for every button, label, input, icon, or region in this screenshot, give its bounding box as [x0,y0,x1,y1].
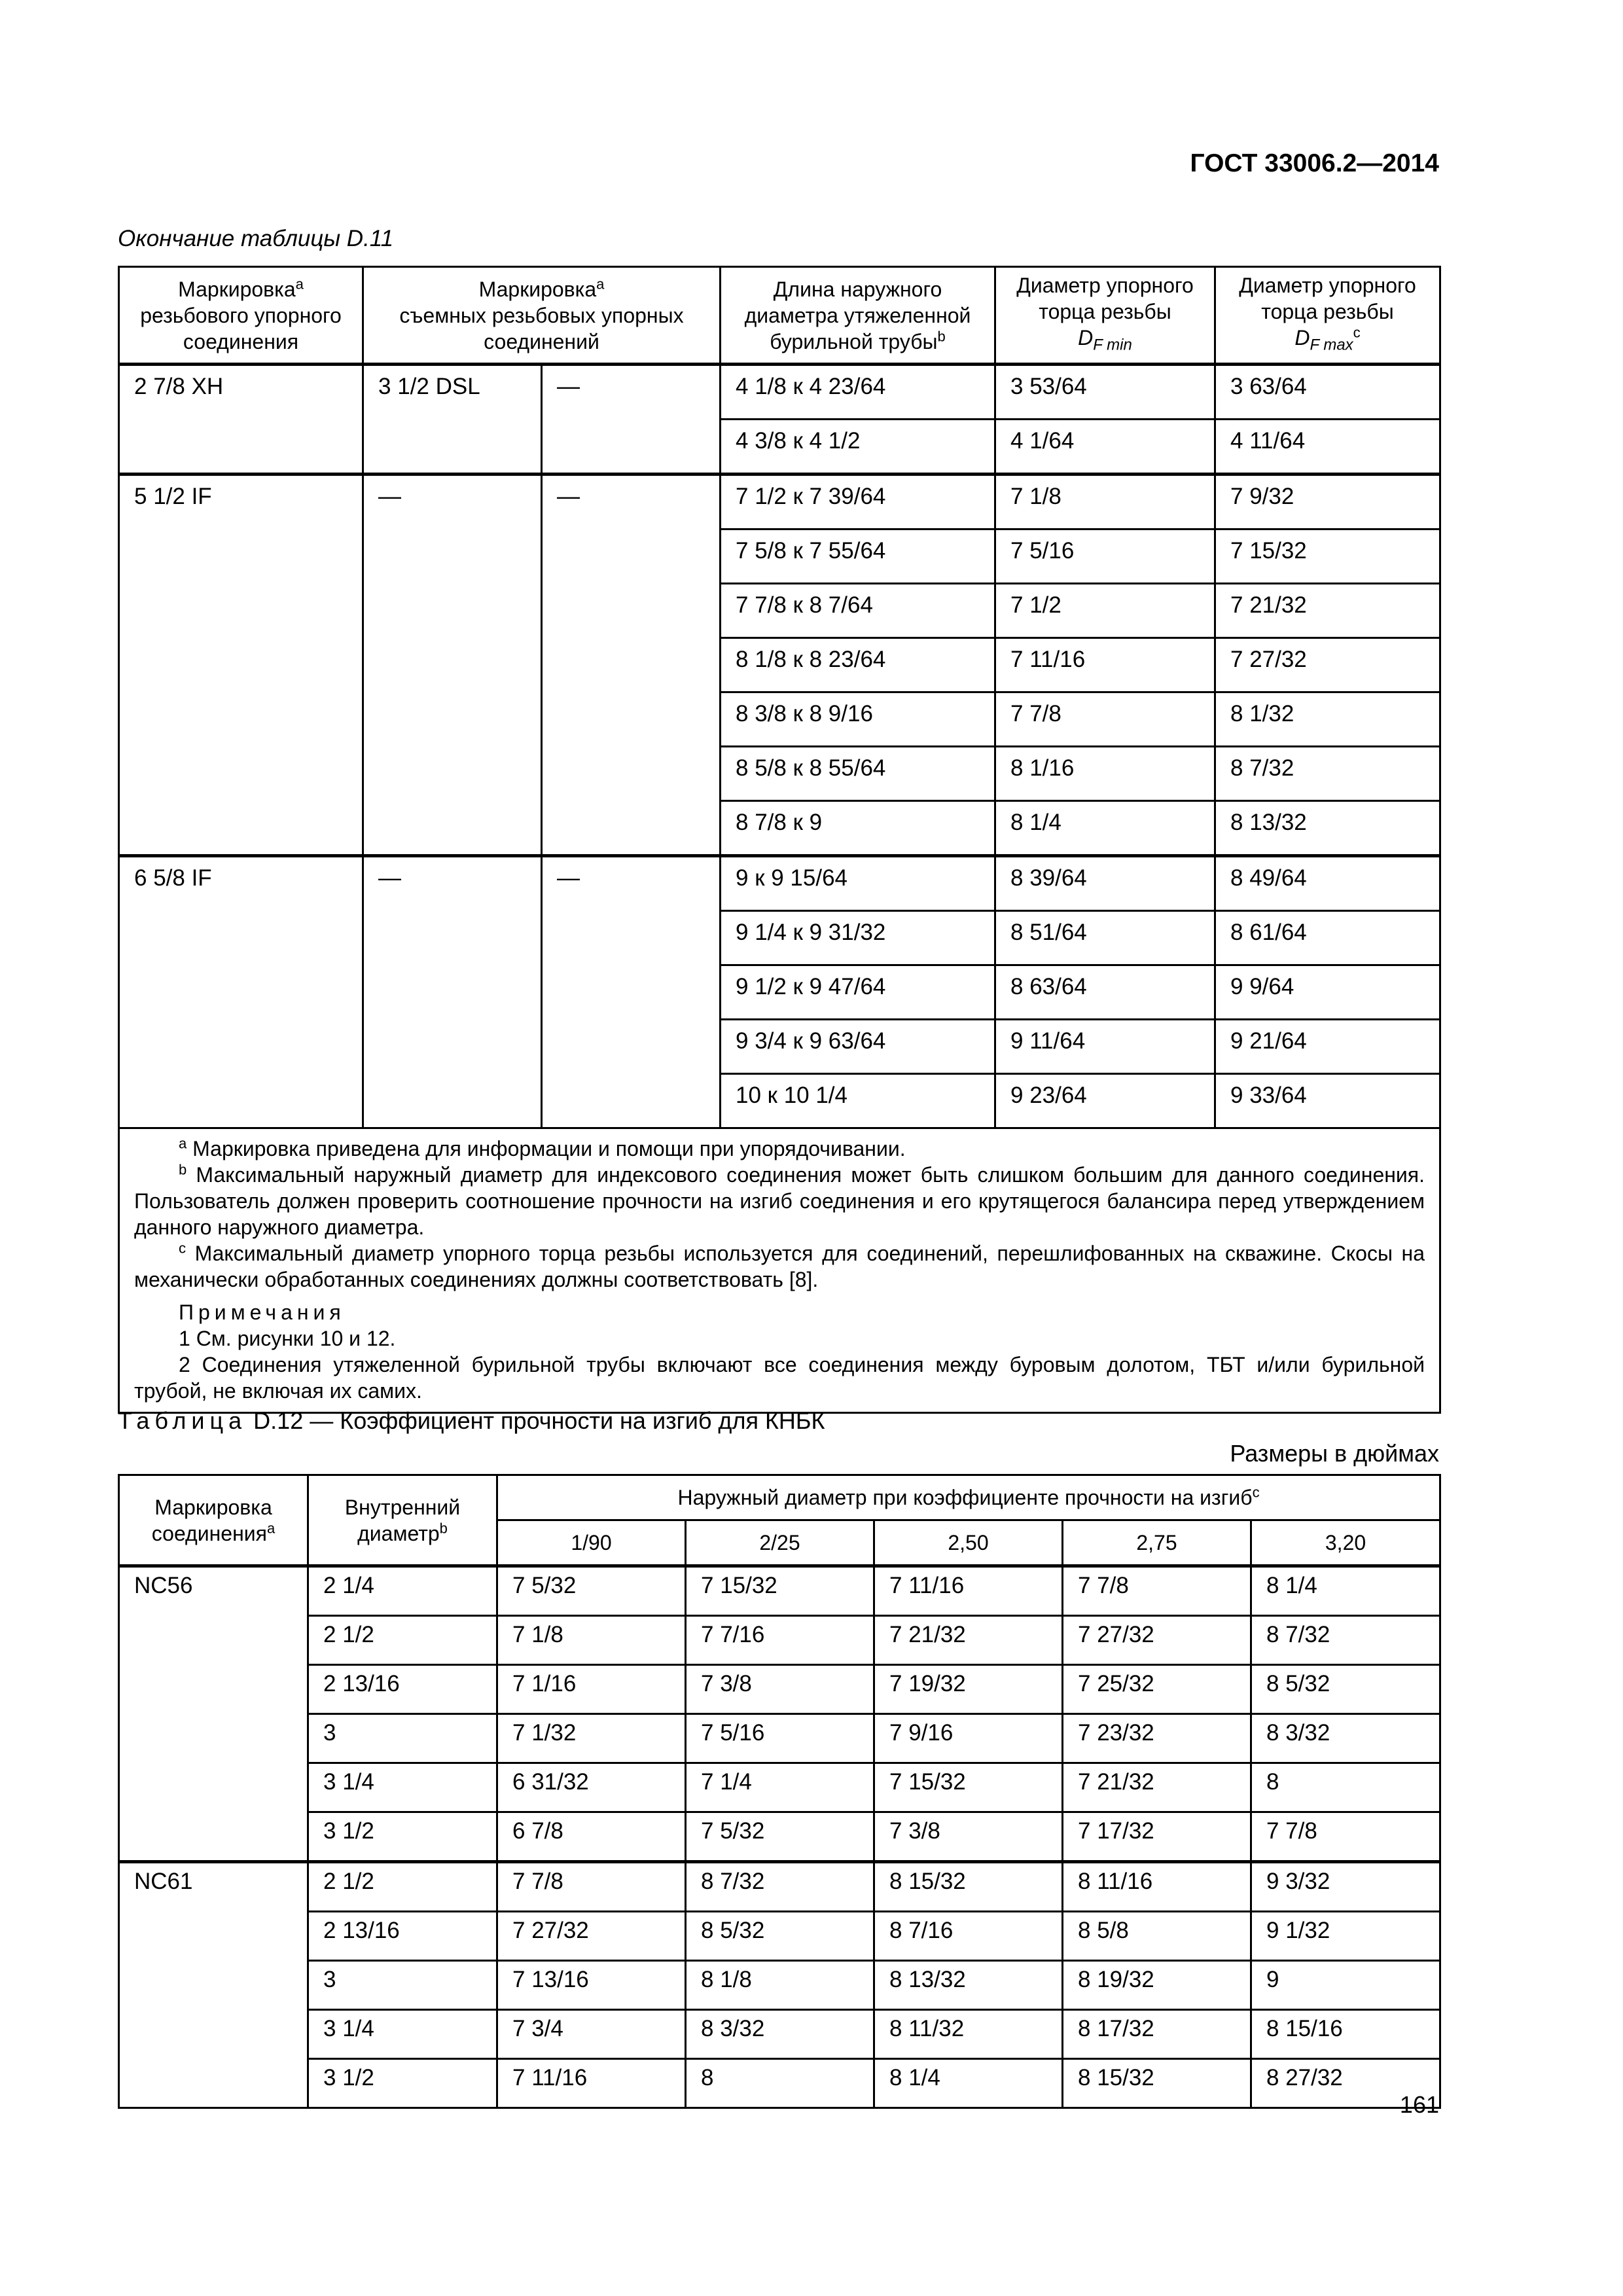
inner-diameter-cell: 2 1/2 [308,1616,497,1665]
outer-diameter-cell: 8 5/32 [686,1912,874,1961]
inner-diameter-cell: 2 13/16 [308,1665,497,1714]
header-face-diameter-min: Диаметр упорного торца резьбы $D_{F min}$ [995,267,1215,365]
outer-diameter-cell: 7 1/32 [497,1714,686,1763]
outer-diameter-cell: 7 15/32 [874,1763,1063,1812]
outer-diameter-cell: 8 17/32 [1063,2010,1251,2059]
table-row [119,2010,1440,2059]
outer-diameter-cell: 8 [1251,1763,1440,1812]
outer-diameter-cell: 8 [686,2059,874,2108]
outer-diameter-cell: 7 17/32 [1063,1812,1251,1862]
length-cell: 7 5/8 к 7 55/64 [721,529,995,584]
connection-cell: 2 7/8 XH [119,365,363,475]
inner-diameter-cell: 3 [308,1961,497,2010]
outer-diameter-cell: 6 7/8 [497,1812,686,1862]
dmax-cell: 8 61/64 [1215,911,1440,965]
dmax-cell: 9 9/64 [1215,965,1440,1020]
outer-diameter-cell: 8 15/32 [874,1862,1063,1912]
outer-diameter-cell: 8 5/8 [1063,1912,1251,1961]
dmin-cell: 9 23/64 [995,1074,1215,1128]
dmin-cell: 7 1/2 [995,584,1215,638]
outer-diameter-cell: 9 1/32 [1251,1912,1440,1961]
length-cell: 10 к 10 1/4 [721,1074,995,1128]
length-cell: 9 1/2 к 9 47/64 [721,965,995,1020]
table-row [119,1812,1440,1862]
table-row [119,1862,1440,1912]
outer-diameter-cell: 8 7/32 [686,1862,874,1912]
outer-diameter-cell: 8 19/32 [1063,1961,1251,2010]
outer-diameter-cell: 7 1/8 [497,1616,686,1665]
table-d12-units: Размеры в дюймах [1230,1440,1439,1467]
header-face-diameter-max: Диаметр упорного торца резьбы $D_{F max}^c$ [1215,267,1440,365]
notes-title: Примечания [179,1300,346,1324]
removable-cell: — [542,365,721,475]
outer-diameter-cell: 7 25/32 [1063,1665,1251,1714]
inner-diameter-cell: 3 1/4 [308,2010,497,2059]
outer-diameter-cell: 8 15/32 [1063,2059,1251,2108]
dmin-cell: 8 63/64 [995,965,1215,1020]
dmax-cell: 7 27/32 [1215,638,1440,692]
table-row [119,365,1440,420]
dmin-cell: 8 51/64 [995,911,1215,965]
table-d11-caption: Окончание таблицы D.11 [118,226,394,251]
outer-diameter-cell: 7 5/16 [686,1714,874,1763]
inner-diameter-cell: 2 1/4 [308,1566,497,1616]
length-cell: 9 1/4 к 9 31/32 [721,911,995,965]
dmax-cell: 8 1/32 [1215,692,1440,747]
connection-cell: NC61 [119,1862,308,2108]
outer-diameter-cell: 7 7/8 [1251,1812,1440,1862]
inner-diameter-cell: 3 1/4 [308,1763,497,1812]
outer-diameter-cell: 7 7/16 [686,1616,874,1665]
outer-diameter-cell: 7 21/32 [874,1616,1063,1665]
dmax-cell: 7 15/32 [1215,529,1440,584]
removable-cell: 3 1/2 DSL [363,365,542,475]
length-cell: 7 1/2 к 7 39/64 [721,475,995,529]
outer-diameter-cell: 7 5/32 [497,1566,686,1616]
length-cell: 9 к 9 15/64 [721,856,995,911]
outer-diameter-cell: 7 27/32 [497,1912,686,1961]
table-row [119,1912,1440,1961]
header-outer-diameter-group: Наружный диаметр при коэффициенте прочности на изгиб$^c$ [497,1475,1440,1520]
length-cell: 8 7/8 к 9 [721,801,995,856]
outer-diameter-cell: 8 13/32 [874,1961,1063,2010]
dmin-cell: 8 1/16 [995,747,1215,801]
table-row [119,1665,1440,1714]
document-standard-number: ГОСТ 33006.2—2014 [1190,149,1439,177]
length-cell: 9 3/4 к 9 63/64 [721,1020,995,1074]
header-thread-connection-marking: Маркировка$^a$ резьбового упорного соединения [119,267,363,365]
connection-cell: NC56 [119,1566,308,1862]
dmax-cell: 4 11/64 [1215,420,1440,475]
outer-diameter-cell: 7 11/16 [874,1566,1063,1616]
header-inner-diameter: Внутренний диаметр$^b$ [308,1475,497,1566]
dmax-cell: 3 63/64 [1215,365,1440,420]
dmax-cell: 8 7/32 [1215,747,1440,801]
page-number: 161 [1399,2091,1439,2118]
dmin-cell: 7 1/8 [995,475,1215,529]
dmin-cell: 7 11/16 [995,638,1215,692]
table-d11-header-row [119,267,1440,365]
footnote-c: $^c$ Максимальный диаметр упорного торца резьбы используется для соединений, перешлифованных на скважине. Скосы на механически обработанных соединениях должны соответствовать [8]. [134,1240,1425,1291]
outer-diameter-cell: 8 27/32 [1251,2059,1440,2108]
outer-diameter-cell: 8 7/32 [1251,1616,1440,1665]
table-row [119,475,1440,529]
dmax-cell: 9 21/64 [1215,1020,1440,1074]
removable-cell: — [363,475,542,856]
header-removable-connection-marking: Маркировка$^a$ съемных резьбовых упорных соединений [363,267,721,365]
footnote-a: $^a$ Маркировка приведена для информации и помощи при упорядочивании. [179,1135,906,1160]
outer-diameter-cell: 8 11/32 [874,2010,1063,2059]
inner-diameter-cell: 3 1/2 [308,1812,497,1862]
dmin-cell: 4 1/64 [995,420,1215,475]
table-d12 [118,1474,1441,2109]
length-cell: 8 3/8 к 8 9/16 [721,692,995,747]
outer-diameter-cell: 7 1/16 [497,1665,686,1714]
outer-diameter-cell: 8 1/8 [686,1961,874,2010]
outer-diameter-cell: 9 3/32 [1251,1862,1440,1912]
footnotes-cell [119,1128,1440,1413]
table-d12-title: Таблица D.12 — Коэффициент прочности на изгиб для КНБК [118,1407,825,1434]
outer-diameter-cell: 8 7/16 [874,1912,1063,1961]
table-row [119,1763,1440,1812]
outer-diameter-cell: 7 15/32 [686,1566,874,1616]
outer-diameter-cell: 7 7/8 [1063,1566,1251,1616]
length-cell: 4 3/8 к 4 1/2 [721,420,995,475]
header-ratio: 3,20 [1251,1520,1440,1566]
table-footnotes-row [119,1128,1440,1413]
table-row [119,2059,1440,2108]
table-row [119,1714,1440,1763]
length-cell: 4 1/8 к 4 23/64 [721,365,995,420]
connection-cell: 5 1/2 IF [119,475,363,856]
outer-diameter-cell: 7 23/32 [1063,1714,1251,1763]
footnote-b: $^b$ Максимальный наружный диаметр для индексового соединения может быть слишком большим для данного соединения. Пользователь должен проверить соотношение прочности на изгиб соединения и его крутящегося балансира перед утверждением данного наружного диаметра. [134,1161,1425,1239]
outer-diameter-cell: 8 3/32 [686,2010,874,2059]
note-1: 1 См. рисунки 10 и 12. [179,1327,396,1350]
header-ratio: 1/90 [497,1520,686,1566]
table-row [119,856,1440,911]
outer-diameter-cell: 7 9/16 [874,1714,1063,1763]
dmax-cell: 8 49/64 [1215,856,1440,911]
outer-diameter-cell: 7 19/32 [874,1665,1063,1714]
table-row [119,1616,1440,1665]
inner-diameter-cell: 3 [308,1714,497,1763]
outer-diameter-cell: 6 31/32 [497,1763,686,1812]
dmin-cell: 7 5/16 [995,529,1215,584]
length-cell: 8 5/8 к 8 55/64 [721,747,995,801]
dmax-cell: 7 9/32 [1215,475,1440,529]
outer-diameter-cell: 7 5/32 [686,1812,874,1862]
dmax-cell: 8 13/32 [1215,801,1440,856]
outer-diameter-cell: 8 1/4 [874,2059,1063,2108]
outer-diameter-cell: 7 13/16 [497,1961,686,2010]
outer-diameter-cell: 7 11/16 [497,2059,686,2108]
dmin-cell: 9 11/64 [995,1020,1215,1074]
header-ratio: 2,50 [874,1520,1063,1566]
outer-diameter-cell: 7 3/4 [497,2010,686,2059]
inner-diameter-cell: 2 13/16 [308,1912,497,1961]
outer-diameter-cell: 7 1/4 [686,1763,874,1812]
table-d12-header-row [119,1475,1440,1520]
outer-diameter-cell: 7 3/8 [686,1665,874,1714]
dmin-cell: 3 53/64 [995,365,1215,420]
inner-diameter-cell: 2 1/2 [308,1862,497,1912]
outer-diameter-cell: 8 3/32 [1251,1714,1440,1763]
outer-diameter-cell: 8 11/16 [1063,1862,1251,1912]
outer-diameter-cell: 7 7/8 [497,1862,686,1912]
dmin-cell: 8 1/4 [995,801,1215,856]
header-drill-collar-length: Длина наружного диаметра утяжеленной бурильной трубы$^b$ [721,267,995,365]
outer-diameter-cell: 7 3/8 [874,1812,1063,1862]
header-ratio: 2,75 [1063,1520,1251,1566]
outer-diameter-cell: 8 1/4 [1251,1566,1440,1616]
outer-diameter-cell: 8 15/16 [1251,2010,1440,2059]
length-cell: 8 1/8 к 8 23/64 [721,638,995,692]
outer-diameter-cell: 7 21/32 [1063,1763,1251,1812]
table-row [119,1566,1440,1616]
note-2: 2 Соединения утяжеленной бурильной трубы включают все соединения между буровым долотом, ТБТ и/или бурильной трубой, не включая их самих. [134,1353,1425,1403]
dmax-cell: 9 33/64 [1215,1074,1440,1128]
removable-cell: — [363,856,542,1128]
table-row [119,1961,1440,2010]
dmin-cell: 7 7/8 [995,692,1215,747]
inner-diameter-cell: 3 1/2 [308,2059,497,2108]
removable-cell: — [542,475,721,856]
outer-diameter-cell: 9 [1251,1961,1440,2010]
header-connection-marking: Маркировка соединения$^a$ [119,1475,308,1566]
connection-cell: 6 5/8 IF [119,856,363,1128]
dmin-cell: 8 39/64 [995,856,1215,911]
header-ratio: 2/25 [686,1520,874,1566]
dmax-cell: 7 21/32 [1215,584,1440,638]
table-d11 [118,266,1441,1414]
length-cell: 7 7/8 к 8 7/64 [721,584,995,638]
outer-diameter-cell: 8 5/32 [1251,1665,1440,1714]
removable-cell: — [542,856,721,1128]
outer-diameter-cell: 7 27/32 [1063,1616,1251,1665]
